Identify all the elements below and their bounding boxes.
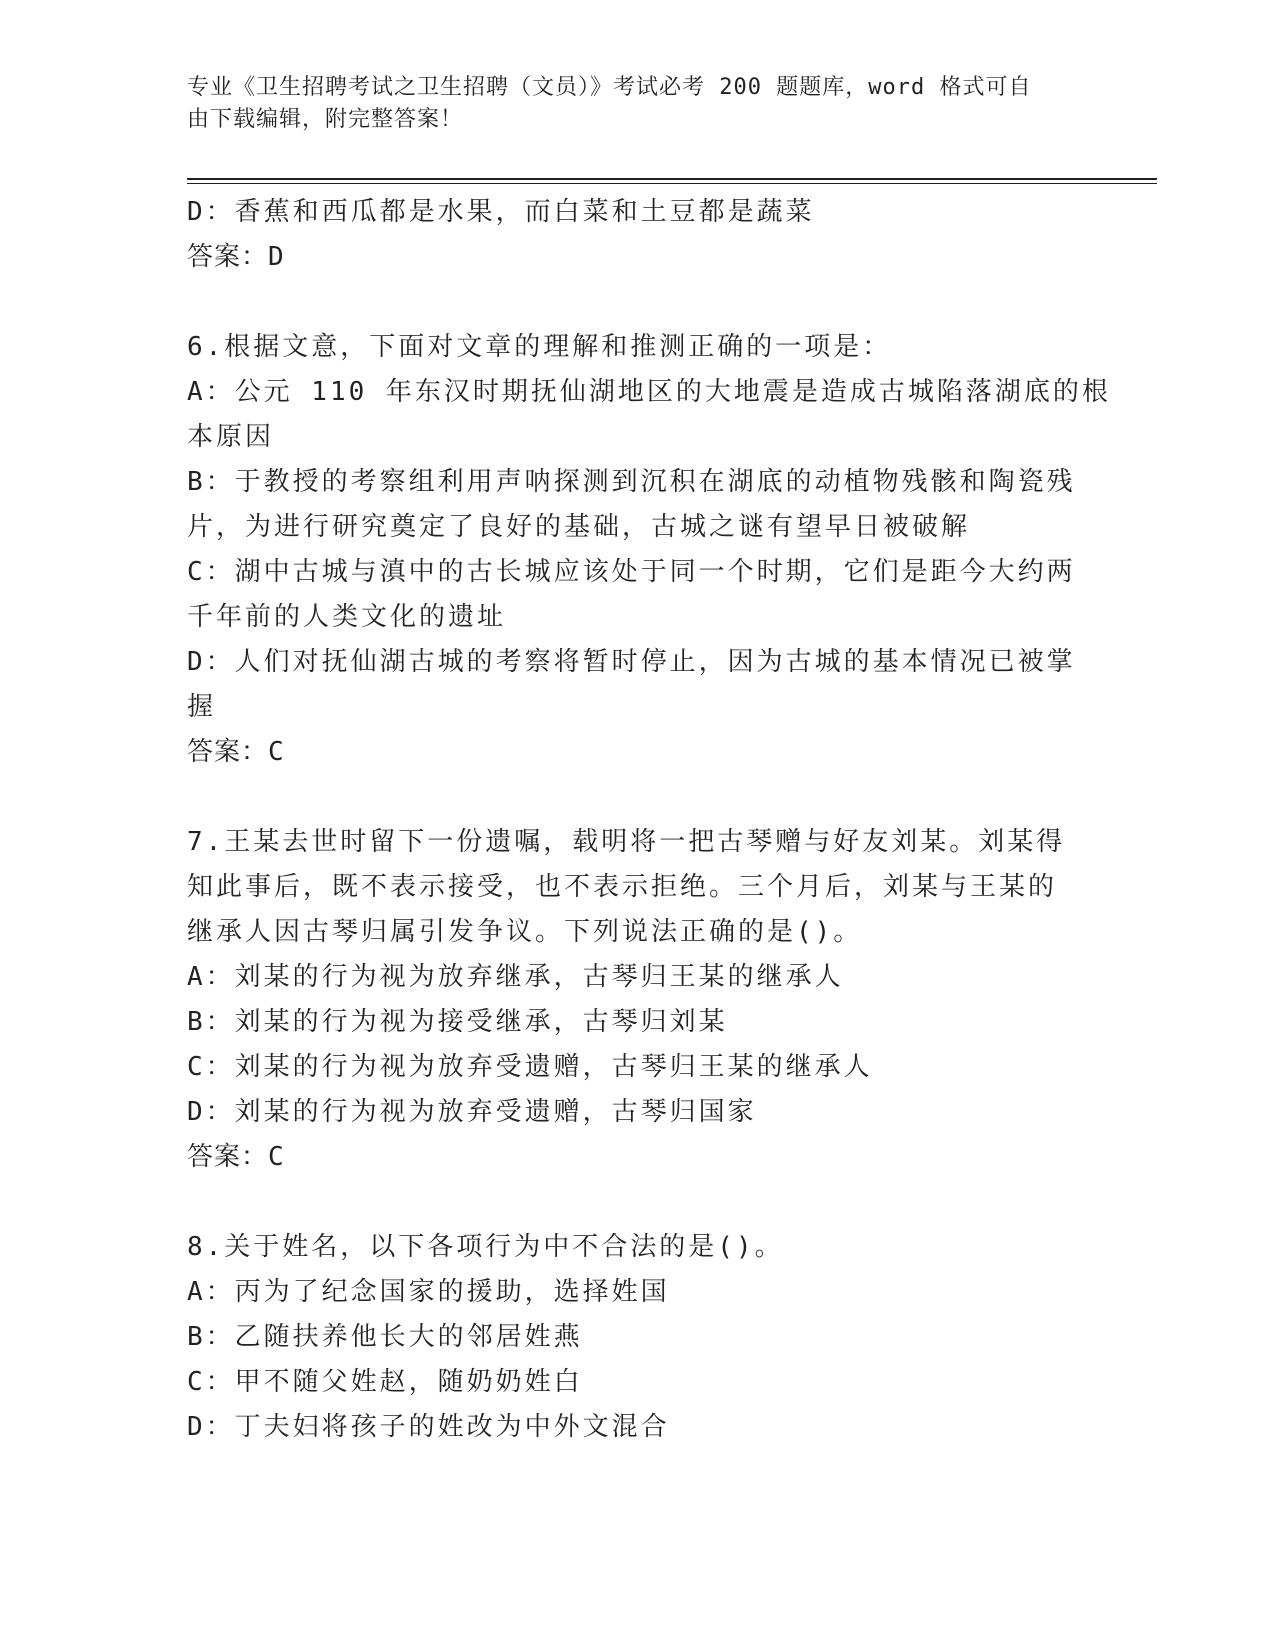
header-line: 由下载编辑，附完整答案！	[187, 107, 464, 132]
q8-option-b: B：乙随扶养他长大的邻居姓燕	[187, 1322, 583, 1352]
q5-option-d: D：香蕉和西瓜都是水果，而白菜和土豆都是蔬菜	[187, 197, 815, 227]
q6-stem: 6.根据文意，下面对文章的理解和推测正确的一项是：	[187, 332, 892, 362]
q6-option-a-cont: 本原因	[187, 422, 275, 452]
q8-option-c: C：甲不随父姓赵，随奶奶姓白	[187, 1367, 583, 1397]
q7-option-a: A：刘某的行为视为放弃继承，古琴归王某的继承人	[187, 962, 844, 992]
q7-option-c: C：刘某的行为视为放弃受遗赠，古琴归王某的继承人	[187, 1052, 873, 1082]
q8-stem: 8.关于姓名，以下各项行为中不合法的是()。	[187, 1232, 784, 1262]
q7-stem: 7.王某去世时留下一份遗嘱，载明将一把古琴赠与好友刘某。刘某得	[187, 827, 1066, 857]
q6-option-b-cont: 片，为进行研究奠定了良好的基础，古城之谜有望早日被破解	[187, 512, 971, 542]
q6-option-c: C：湖中古城与滇中的古长城应该处于同一个时期，它们是距今大约两	[187, 557, 1076, 587]
question-content	[187, 190, 1111, 1450]
q5-answer: 答案：D	[187, 242, 285, 272]
spacer	[187, 1180, 1087, 1225]
header-line: 专业《卫生招聘考试之卫生招聘（文员）》考试必考 200 题题库，word 格式可自	[187, 75, 1032, 100]
q7-option-d: D：刘某的行为视为放弃受遗赠，古琴归国家	[187, 1097, 757, 1127]
spacer	[187, 775, 1087, 820]
header-divider-thin	[187, 183, 1157, 184]
q6-option-d: D：人们对抚仙湖古城的考察将暂时停止，因为古城的基本情况已被掌	[187, 647, 1076, 677]
q8-option-a: A：丙为了纪念国家的援助，选择姓国	[187, 1277, 670, 1307]
q7-option-b: B：刘某的行为视为接受继承，古琴归刘某	[187, 1007, 728, 1037]
q8-option-d: D：丁夫妇将孩子的姓改为中外文混合	[187, 1412, 670, 1442]
q7-stem-cont: 继承人因古琴归属引发争议。下列说法正确的是()。	[187, 917, 863, 947]
q6-answer: 答案：C	[187, 737, 285, 767]
spacer	[187, 280, 1087, 325]
header-divider	[187, 178, 1157, 180]
q6-option-c-cont: 千年前的人类文化的遗址	[187, 602, 507, 632]
q6-option-b: B：于教授的考察组利用声呐探测到沉积在湖底的动植物残骸和陶瓷残	[187, 467, 1076, 497]
q6-option-d-cont: 握	[187, 692, 217, 722]
q7-stem-cont: 知此事后，既不表示接受，也不表示拒绝。三个月后，刘某与王某的	[187, 872, 1058, 902]
q6-option-a: A：公元 110 年东汉时期抚仙湖地区的大地震是造成古城陷落湖底的根	[187, 377, 1111, 407]
page-header	[187, 72, 1067, 136]
q7-answer: 答案：C	[187, 1142, 285, 1172]
